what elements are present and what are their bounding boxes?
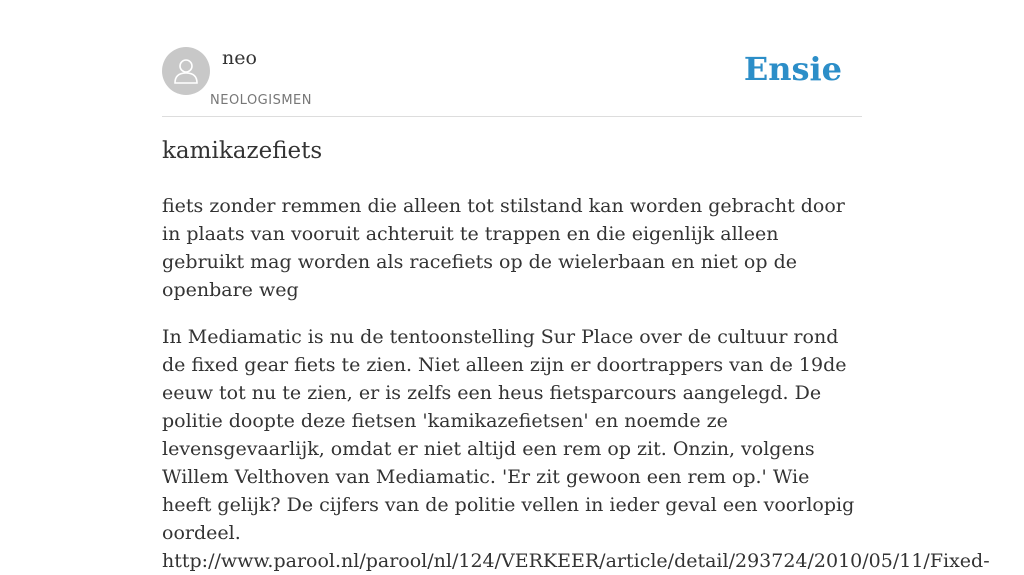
entry-example [162,323,990,575]
brand-logo[interactable]: Ensie [743,50,842,88]
source-link[interactable]: http://www.parool.nl/parool/nl/124/VERKEER/article/detail/293724/2010/05/11/Fixed- [162,550,990,572]
avatar[interactable] [162,47,210,95]
entry-definition: fiets zonder remmen die alleen tot stilstand kan worden gebracht door in plaats van vooruit achteruit te trappen en die eigenlijk alleen gebruikt mag worden als racefiets op de wielerbaan en niet op de openbare weg [162,195,845,301]
category-label[interactable]: NEOLOGISMEN [210,93,312,108]
user-icon [171,56,201,86]
entry-header [162,46,862,117]
entry-title: kamikazefiets [162,138,323,164]
example-text: In Mediamatic is nu de tentoonstelling Sur Place over de cultuur rond de fixed gear fiets te zien. Niet alleen zijn er doortrappers van de 19de eeuw tot nu te zien, er is zelfs een heus fietsparcours aangelegd. De politie doopte deze fietsen 'kamikazefietsen' en noemde ze levensgevaarlijk, omdat er niet altijd een rem op zit. Onzin, volgens Willem Velthoven van Mediamatic. 'Er zit gewoon een rem op.' Wie heeft gelijk? De cijfers van de politie vellen in ieder geval een voorlopig oordeel. [162,326,855,544]
author-name[interactable]: neo [222,47,257,69]
entry-content [162,192,990,575]
